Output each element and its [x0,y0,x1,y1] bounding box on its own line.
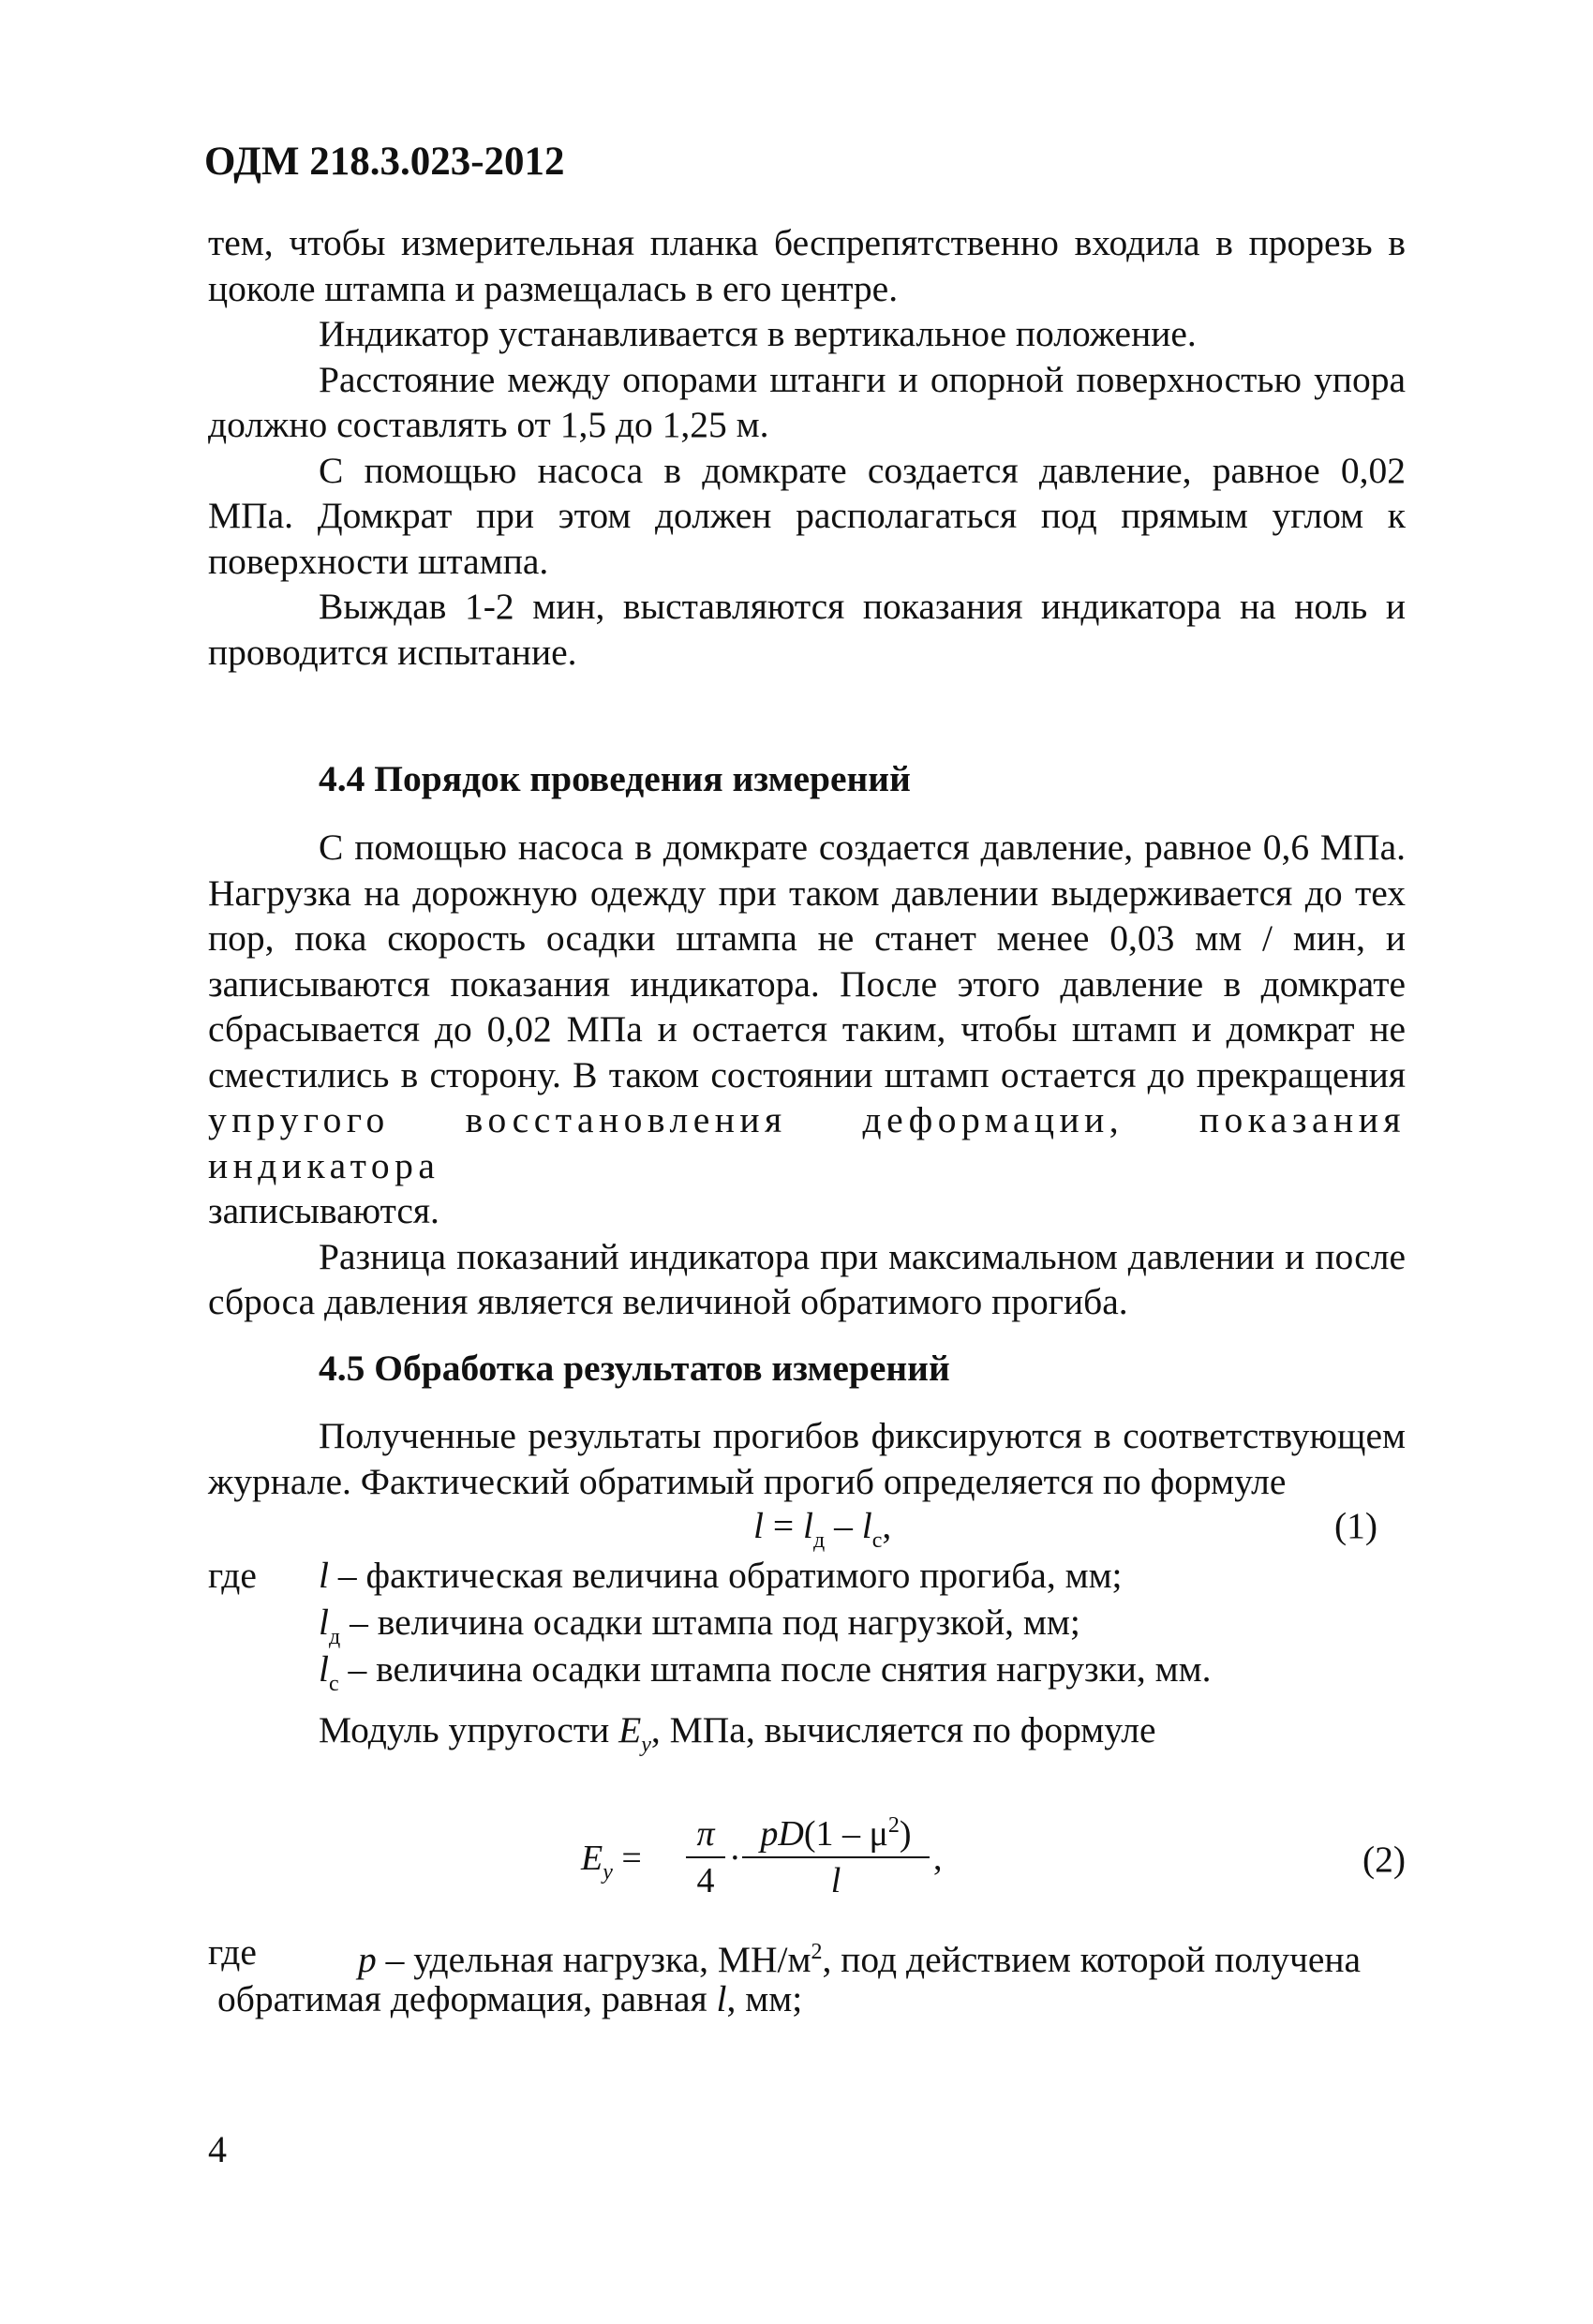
subscript: с [871,1528,883,1553]
definition-text: обратимая деформация, равная [217,1978,717,2019]
symbol-p: p [358,1939,377,1980]
section-4-4-text [208,825,1406,1325]
equation-1 [208,1503,1406,1553]
section-4-5-text [208,1413,1406,1504]
section-heading-4-4: 4.4 Порядок проведения измерений [319,758,911,799]
subscript: y [603,1860,613,1885]
symbol-l: l [803,1505,813,1546]
equation-2-lhs [581,1838,642,1885]
document-header: ОДМ 218.3.023-2012 [204,140,565,184]
definition-text: , мм; [726,1978,803,2019]
denominator: 4 [696,1861,715,1900]
definition-text: – удельная нагрузка, МН/м [376,1939,811,1980]
paragraph [208,825,1406,1234]
definition-item [319,1552,1123,1599]
text-line: упругого восстановления деформации, показания индикатора [208,1099,1406,1186]
equation-2 [581,1800,956,1913]
text-line: сместились в сторону. В таком состоянии штамп остается до прекращения [208,1053,1406,1095]
text-line: записываются показания индикатора. После этого давление в домкрате [208,962,1406,1005]
text: Модуль упругости [319,1709,619,1750]
symbol-l: l [319,1601,329,1643]
equation-number: (2) [1362,1839,1406,1880]
definition-text: – величина осадки штампа после снятия нагрузки, мм. [338,1648,1212,1690]
text-line: записываются. [208,1190,439,1231]
symbol-e: E [618,1709,642,1750]
comma: , [882,1505,892,1546]
intro-text [208,220,1406,675]
definition-text: , под действием которой получена [822,1939,1362,1980]
paragraph: С помощью насоса в домкрате создается давление, равное 0,02 МПа. Домкрат при этом должен располагаться под прямым углом к поверхности штампа. [208,449,1406,582]
multiplication-dot: · [729,1839,741,1878]
symbol-l: l [716,1978,727,2019]
definition-text: – величина осадки штампа под нагрузкой, мм; [340,1601,1080,1643]
denominator: l [830,1861,841,1900]
comma: , [933,1839,943,1878]
subscript: д [328,1625,341,1649]
page-number: 4 [208,2128,227,2170]
where-label: где [208,1555,257,1596]
definition-item [319,1646,1212,1707]
minus-sign: – [825,1505,862,1546]
paragraph: Полученные результаты прогибов фиксируются в соответствующем журнале. Фактический обратимый прогиб определяется по формуле [208,1415,1406,1502]
symbol-pd: pD [760,1814,804,1854]
numerator: π [696,1814,715,1854]
symbol-l: l [861,1505,872,1546]
fraction-bar [686,1856,725,1858]
equation-number: (1) [1333,1505,1377,1546]
fraction-pi-over-4 [686,1813,725,1901]
section-heading-4-5: 4.5 Обработка результатов измерений [319,1348,950,1389]
equals-sign: = [763,1505,804,1546]
paragraph: Расстояние между опорами штанги и опорной поверхностью упора должно составлять от 1,5 до 1,25 м. [208,358,1406,445]
superscript: 2 [887,1813,900,1838]
subscript: д [813,1528,826,1553]
paragraph: тем, чтобы измерительная планка беспрепятственно входила в прорезь в цоколе штампа и размещалась в его центре. [208,222,1406,309]
symbol-e: E [581,1839,603,1878]
text-line: С помощью насоса в домкрате создается давление, равное 0,6 МПа. [319,827,1406,868]
fraction-main [742,1813,930,1901]
subscript: с [328,1672,339,1696]
fraction-bar [742,1856,930,1858]
symbol-l: l [319,1648,329,1690]
definition-text: – фактическая величина обратимого прогиба, мм; [328,1555,1123,1596]
text-line: Нагрузка на дорожную одежду при таком давлении выдерживается до тех [208,872,1406,914]
close-paren: ) [899,1814,912,1854]
subscript: у [641,1733,651,1757]
symbol-l: l [753,1505,764,1546]
text-line: пор, пока скорость осадки штампа не станет менее 0,03 мм / мин, и [208,917,1406,959]
superscript: 2 [811,1940,823,1964]
symbol-l: l [319,1555,329,1596]
paragraph: Индикатор устанавливается в вертикальное положение. [319,313,1197,354]
where-list-1 [208,1552,1406,1702]
definition-continuation [217,1975,802,2022]
paragraph: Выждав 1-2 мин, выставляются показания индикатора на ноль и проводится испытание. [208,586,1406,673]
where-list-2 [208,1929,1406,2032]
paren-expression: (1 – μ [803,1814,888,1854]
text: , МПа, вычисляется по формуле [650,1709,1156,1750]
numerator [742,1813,930,1855]
equals-sign: = [612,1839,642,1878]
text-line: сбрасывается до 0,02 МПа и остается таким, чтобы штамп и домкрат не [208,1008,1406,1050]
where-label: где [208,1931,257,1973]
paragraph: Разница показаний индикатора при максимальном давлении и после сброса давления является величиной обратимого прогиба. [208,1235,1406,1322]
modulus-line [319,1707,1406,1767]
